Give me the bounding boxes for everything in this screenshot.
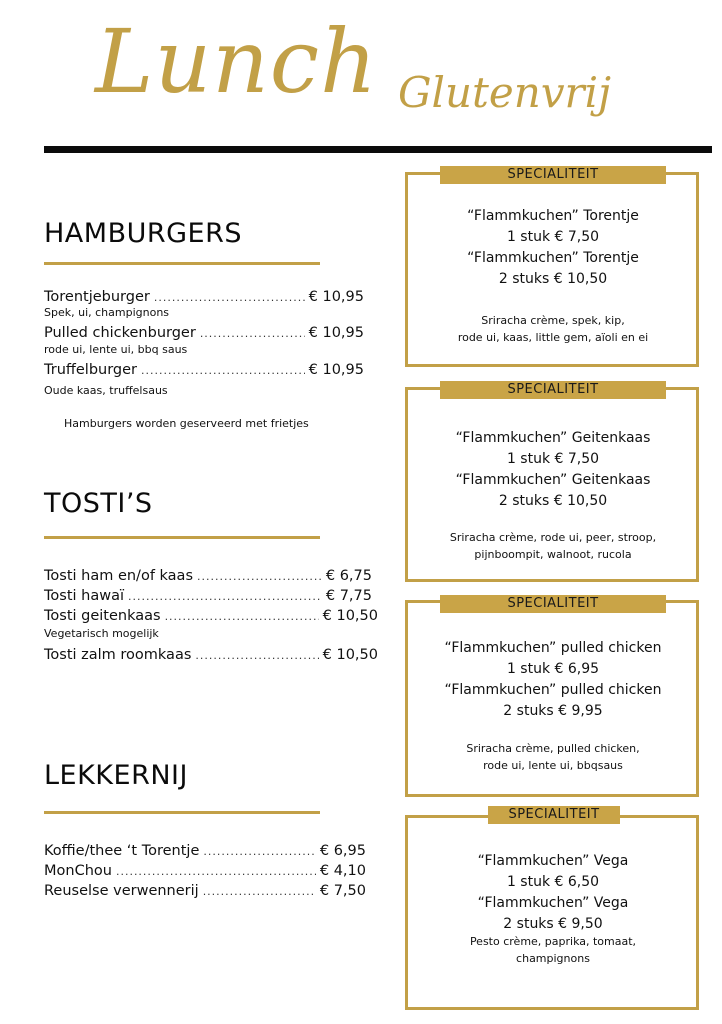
item-price: € 6,95 xyxy=(319,843,366,859)
special-lines xyxy=(408,428,698,512)
leader-dots xyxy=(116,863,316,881)
leader-dots xyxy=(200,325,305,343)
special-line: “Flammkuchen” Vega xyxy=(477,853,629,869)
special-line: 2 stuks € 10,50 xyxy=(498,493,608,509)
special-line: “Flammkuchen” Torentje xyxy=(467,208,639,224)
section-divider xyxy=(44,536,320,539)
menu-item xyxy=(44,361,364,380)
item-name: Tosti zalm roomkaas xyxy=(44,647,192,663)
item-price: € 7,75 xyxy=(325,588,372,604)
section-title-lekkernij: LEKKERNIJ xyxy=(44,760,188,791)
leader-dots xyxy=(154,289,305,307)
item-price: € 10,50 xyxy=(322,608,378,624)
special-description xyxy=(408,740,698,774)
special-label: SPECIALITEIT xyxy=(440,166,666,184)
special-lines xyxy=(408,638,698,722)
special-label: SPECIALITEIT xyxy=(440,381,666,399)
item-name: Pulled chickenburger xyxy=(44,325,196,341)
special-line: 1 stuk € 7,50 xyxy=(506,451,600,467)
leader-dots xyxy=(128,588,322,606)
leader-dots xyxy=(165,608,319,626)
menu-item xyxy=(44,324,364,343)
item-name: Tosti geitenkaas xyxy=(44,608,161,624)
special-line: 1 stuk € 7,50 xyxy=(506,229,600,245)
special-lines xyxy=(408,206,698,290)
special-line: 2 stuks € 9,95 xyxy=(503,703,603,719)
item-name: Reuselse verwennerij xyxy=(44,883,199,899)
special-line: “Flammkuchen” Vega xyxy=(477,895,629,911)
special-desc-line: Sriracha crème, rode ui, peer, stroop, xyxy=(449,531,657,544)
leader-dots xyxy=(203,843,316,861)
special-desc-line: Sriracha crème, spek, kip, xyxy=(481,314,625,327)
item-name: Tosti ham en/of kaas xyxy=(44,568,194,584)
section-divider xyxy=(44,262,320,265)
leader-dots xyxy=(203,883,316,901)
special-lines xyxy=(408,851,698,935)
item-description: Vegetarisch mogelijk xyxy=(44,627,159,640)
item-price: € 10,50 xyxy=(322,647,378,663)
section-divider xyxy=(44,811,320,814)
menu-item xyxy=(44,862,366,881)
special-line: 1 stuk € 6,95 xyxy=(506,661,600,677)
special-description xyxy=(408,933,698,967)
hamburgers-note: Hamburgers worden geserveerd met frietjes xyxy=(64,417,309,430)
special-desc-line: Sriracha crème, pulled chicken, xyxy=(466,742,640,755)
leader-dots xyxy=(195,647,318,665)
menu-item xyxy=(44,842,366,861)
leader-dots xyxy=(197,568,322,586)
special-description xyxy=(408,529,698,563)
menu-item xyxy=(44,587,372,606)
menu-subtitle: Glutenvrij xyxy=(398,68,612,117)
menu-title: Lunch xyxy=(95,10,378,113)
special-line: “Flammkuchen” Geitenkaas xyxy=(455,472,651,488)
special-desc-line: rode ui, lente ui, bbqsaus xyxy=(483,759,623,772)
item-price: € 10,95 xyxy=(308,289,364,305)
special-line: “Flammkuchen” Geitenkaas xyxy=(455,430,651,446)
item-name: Koffie/thee ‘t Torentje xyxy=(44,843,200,859)
menu-item xyxy=(44,882,366,901)
special-line: 1 stuk € 6,50 xyxy=(506,874,600,890)
item-price: € 4,10 xyxy=(319,863,366,879)
item-description: Spek, ui, champignons xyxy=(44,306,170,319)
header-divider xyxy=(44,146,712,153)
item-description: Oude kaas, truffelsaus xyxy=(44,384,168,397)
section-title-tostis: TOSTI’S xyxy=(44,488,153,519)
menu-item xyxy=(44,646,378,665)
item-price: € 10,95 xyxy=(308,362,364,378)
item-price: € 6,75 xyxy=(325,568,372,584)
special-line: 2 stuks € 10,50 xyxy=(498,271,608,287)
item-name: Torentjeburger xyxy=(44,289,150,305)
special-desc-line: pijnboompit, walnoot, rucola xyxy=(474,548,632,561)
special-desc-line: Pesto crème, paprika, tomaat, xyxy=(469,935,637,948)
item-name: MonChou xyxy=(44,863,112,879)
special-line: “Flammkuchen” Torentje xyxy=(467,250,639,266)
section-title-hamburgers: HAMBURGERS xyxy=(44,218,242,249)
menu-item xyxy=(44,288,364,307)
special-line: “Flammkuchen” pulled chicken xyxy=(444,682,662,698)
special-line: 2 stuks € 9,50 xyxy=(503,916,603,932)
item-price: € 10,95 xyxy=(308,325,364,341)
special-description xyxy=(408,312,698,346)
leader-dots xyxy=(141,362,305,380)
special-line: “Flammkuchen” pulled chicken xyxy=(444,640,662,656)
item-price: € 7,50 xyxy=(319,883,366,899)
special-label: SPECIALITEIT xyxy=(440,595,666,613)
item-name: Truffelburger xyxy=(44,362,138,378)
special-desc-line: champignons xyxy=(516,952,590,965)
item-description: rode ui, lente ui, bbq saus xyxy=(44,343,188,356)
menu-item xyxy=(44,567,372,586)
special-label: SPECIALITEIT xyxy=(488,806,620,824)
menu-item xyxy=(44,607,378,626)
item-name: Tosti hawaï xyxy=(44,588,124,604)
special-desc-line: rode ui, kaas, little gem, aïoli en ei xyxy=(457,331,649,344)
